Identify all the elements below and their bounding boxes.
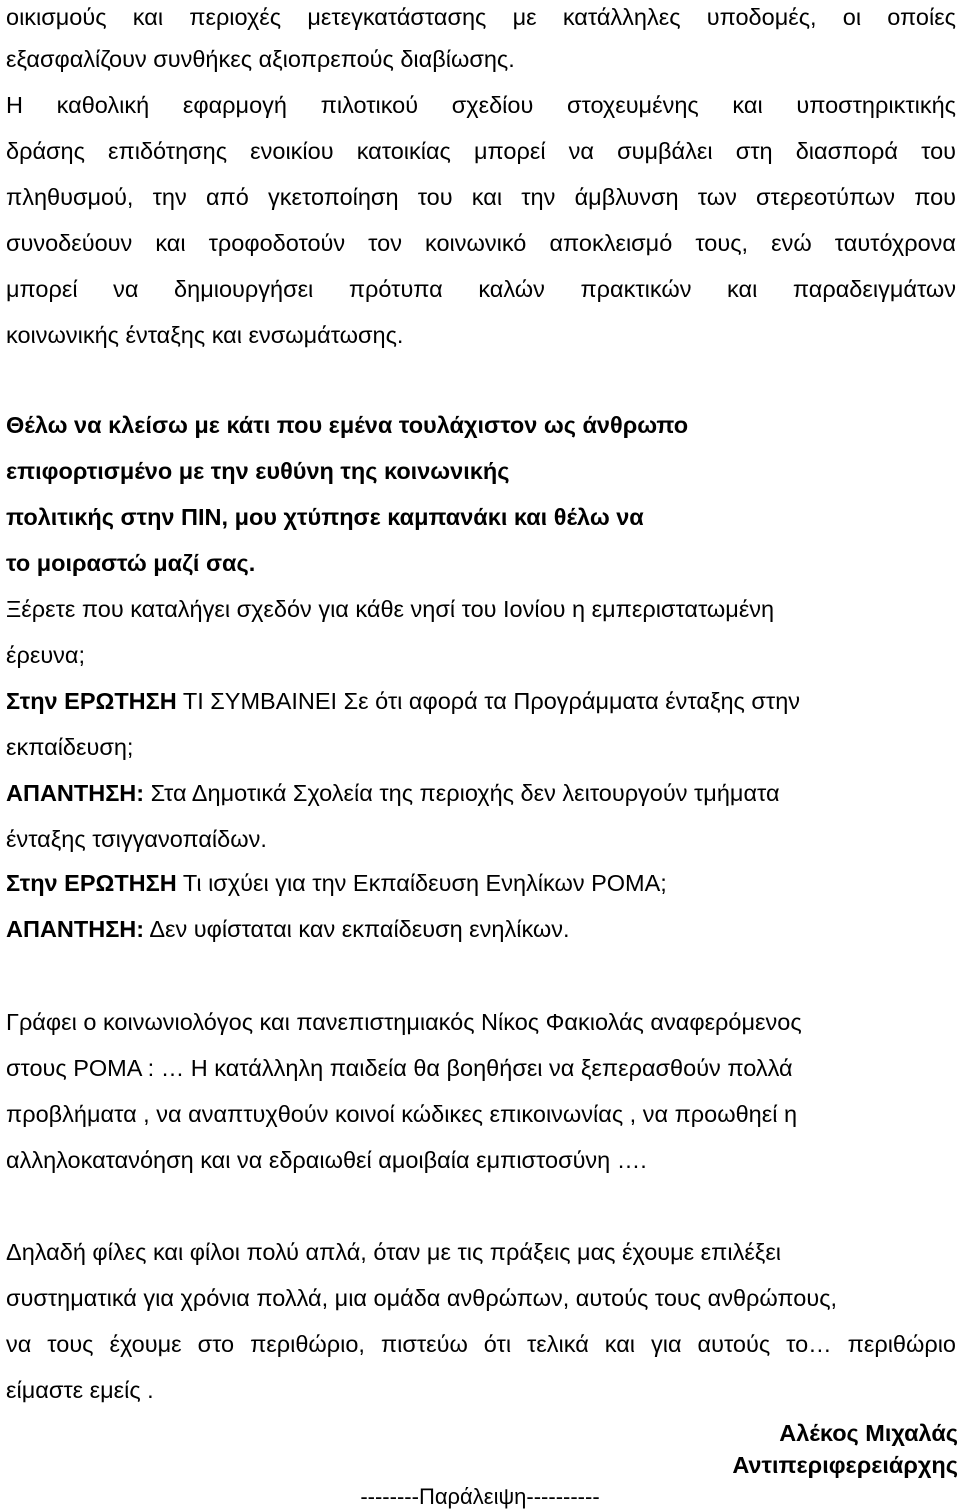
quote-para-line3: προβλήματα , να αναπτυχθούν κοινοί κώδικες επικοινωνίας , να προωθηεί η — [6, 1101, 798, 1127]
para1-line1: οικισμούς και περιοχές μετεγκατάστασης με κατάλληλες υποδομές, οι οποίες — [6, 4, 956, 30]
qa2-question-text: Τι ισχύει για την Εκπαίδευση Ενηλίκων ΡΟΜΑ; — [176, 870, 667, 896]
qa2-answer-label: ΑΠΑΝΤΗΣΗ: — [6, 916, 145, 942]
survey-line1: Ξέρετε που καταλήγει σχεδόν για κάθε νησί του Ιονίου η εμπεριστατωμένη — [6, 596, 775, 622]
bold-para-line1: Θέλω να κλείσω με κάτι που εμένα τουλάχιστον ως άνθρωπο — [6, 412, 689, 438]
para2-line6: κοινωνικής ένταξης και ενσωμάτωσης. — [6, 322, 404, 348]
closing-para-line4: είμαστε εμείς . — [6, 1377, 154, 1403]
para2-line1: Η καθολική εφαρμογή πιλοτικού σχεδίου στοχευμένης και υποστηρικτικής — [6, 92, 956, 118]
quote-para-line4: αλληλοκατανόηση και να εδραιωθεί αμοιβαία εμπιστοσύνη …. — [6, 1147, 647, 1173]
signature-title: Αντιπεριφερειάρχης — [732, 1452, 958, 1478]
para2-line5: μπορεί να δημιουργήσει πρότυπα καλών πρακτικών και παραδειγμάτων — [6, 276, 956, 302]
qa1-answer-label: ΑΠΑΝΤΗΣΗ: — [6, 780, 145, 806]
qa2-answer-text: Δεν υφίσταται καν εκπαίδευση ενηλίκων. — [144, 916, 570, 942]
qa2-question — [6, 868, 956, 898]
closing-para-line1: Δηλαδή φίλες και φίλοι πολύ απλά, όταν με τις πράξεις μας έχουμε επιλέξει — [6, 1239, 782, 1265]
quote-para-line1: Γράφει ο κοινωνιολόγος και πανεπιστημιακός Νίκος Φακιολάς αναφερόμενος — [6, 1009, 802, 1035]
qa2-answer — [6, 914, 956, 944]
qa1-answer-text: Στα Δημοτικά Σχολεία της περιοχής δεν λειτουργούν τμήματα — [144, 780, 780, 806]
para1-line2: εξασφαλίζουν συνθήκες αξιοπρεπούς διαβίωσης. — [6, 46, 515, 72]
qa1-question — [6, 686, 956, 716]
bold-para-line2: επιφορτισμένο με την ευθύνη της κοινωνικής — [6, 458, 510, 484]
qa2-question-label: Στην ΕΡΩΤΗΣΗ — [6, 870, 177, 896]
para2-line4: συνοδεύουν και τροφοδοτούν τον κοινωνικό αποκλεισμό τους, ενώ ταυτόχρονα — [6, 230, 956, 256]
qa1-answer — [6, 778, 956, 808]
omission-marker: --------Παράλειψη---------- — [360, 1484, 600, 1509]
survey-line2: έρευνα; — [6, 642, 86, 668]
qa1-question-text: ΤΙ ΣΥΜΒΑΙΝΕΙ Σε ότι αφορά τα Προγράμματα ένταξης στην — [176, 688, 801, 714]
quote-para-line2: στους ΡΟΜΑ : … Η κατάλληλη παιδεία θα βοηθήσει να ξεπερασθούν πολλά — [6, 1055, 793, 1081]
bold-para-line4: το μοιραστώ μαζί σας. — [6, 550, 256, 576]
signature-name: Αλέκος Μιχαλάς — [779, 1420, 958, 1446]
para2-line3: πληθυσμού, την από γκετοποίηση του και την άμβλυνση των στερεοτύπων που — [6, 184, 956, 210]
para2-line2: δράσης επιδότησης ενοικίου κατοικίας μπορεί να συμβάλει στη διασπορά του — [6, 138, 956, 164]
closing-para-line3: να τους έχουμε στο περιθώριο, πιστεύω ότι τελικά και για αυτούς το… περιθώριο — [6, 1331, 956, 1357]
bold-para-line3: πολιτικής στην ΠΙΝ, μου χτύπησε καμπανάκι και θέλω να — [6, 504, 644, 530]
qa1-answer-cont: ένταξης τσιγγανοπαίδων. — [6, 826, 267, 852]
qa1-question-cont: εκπαίδευση; — [6, 734, 134, 760]
qa1-question-label: Στην ΕΡΩΤΗΣΗ — [6, 688, 177, 714]
closing-para-line2: συστηματικά για χρόνια πολλά, μια ομάδα ανθρώπων, αυτούς τους ανθρώπους, — [6, 1285, 838, 1311]
